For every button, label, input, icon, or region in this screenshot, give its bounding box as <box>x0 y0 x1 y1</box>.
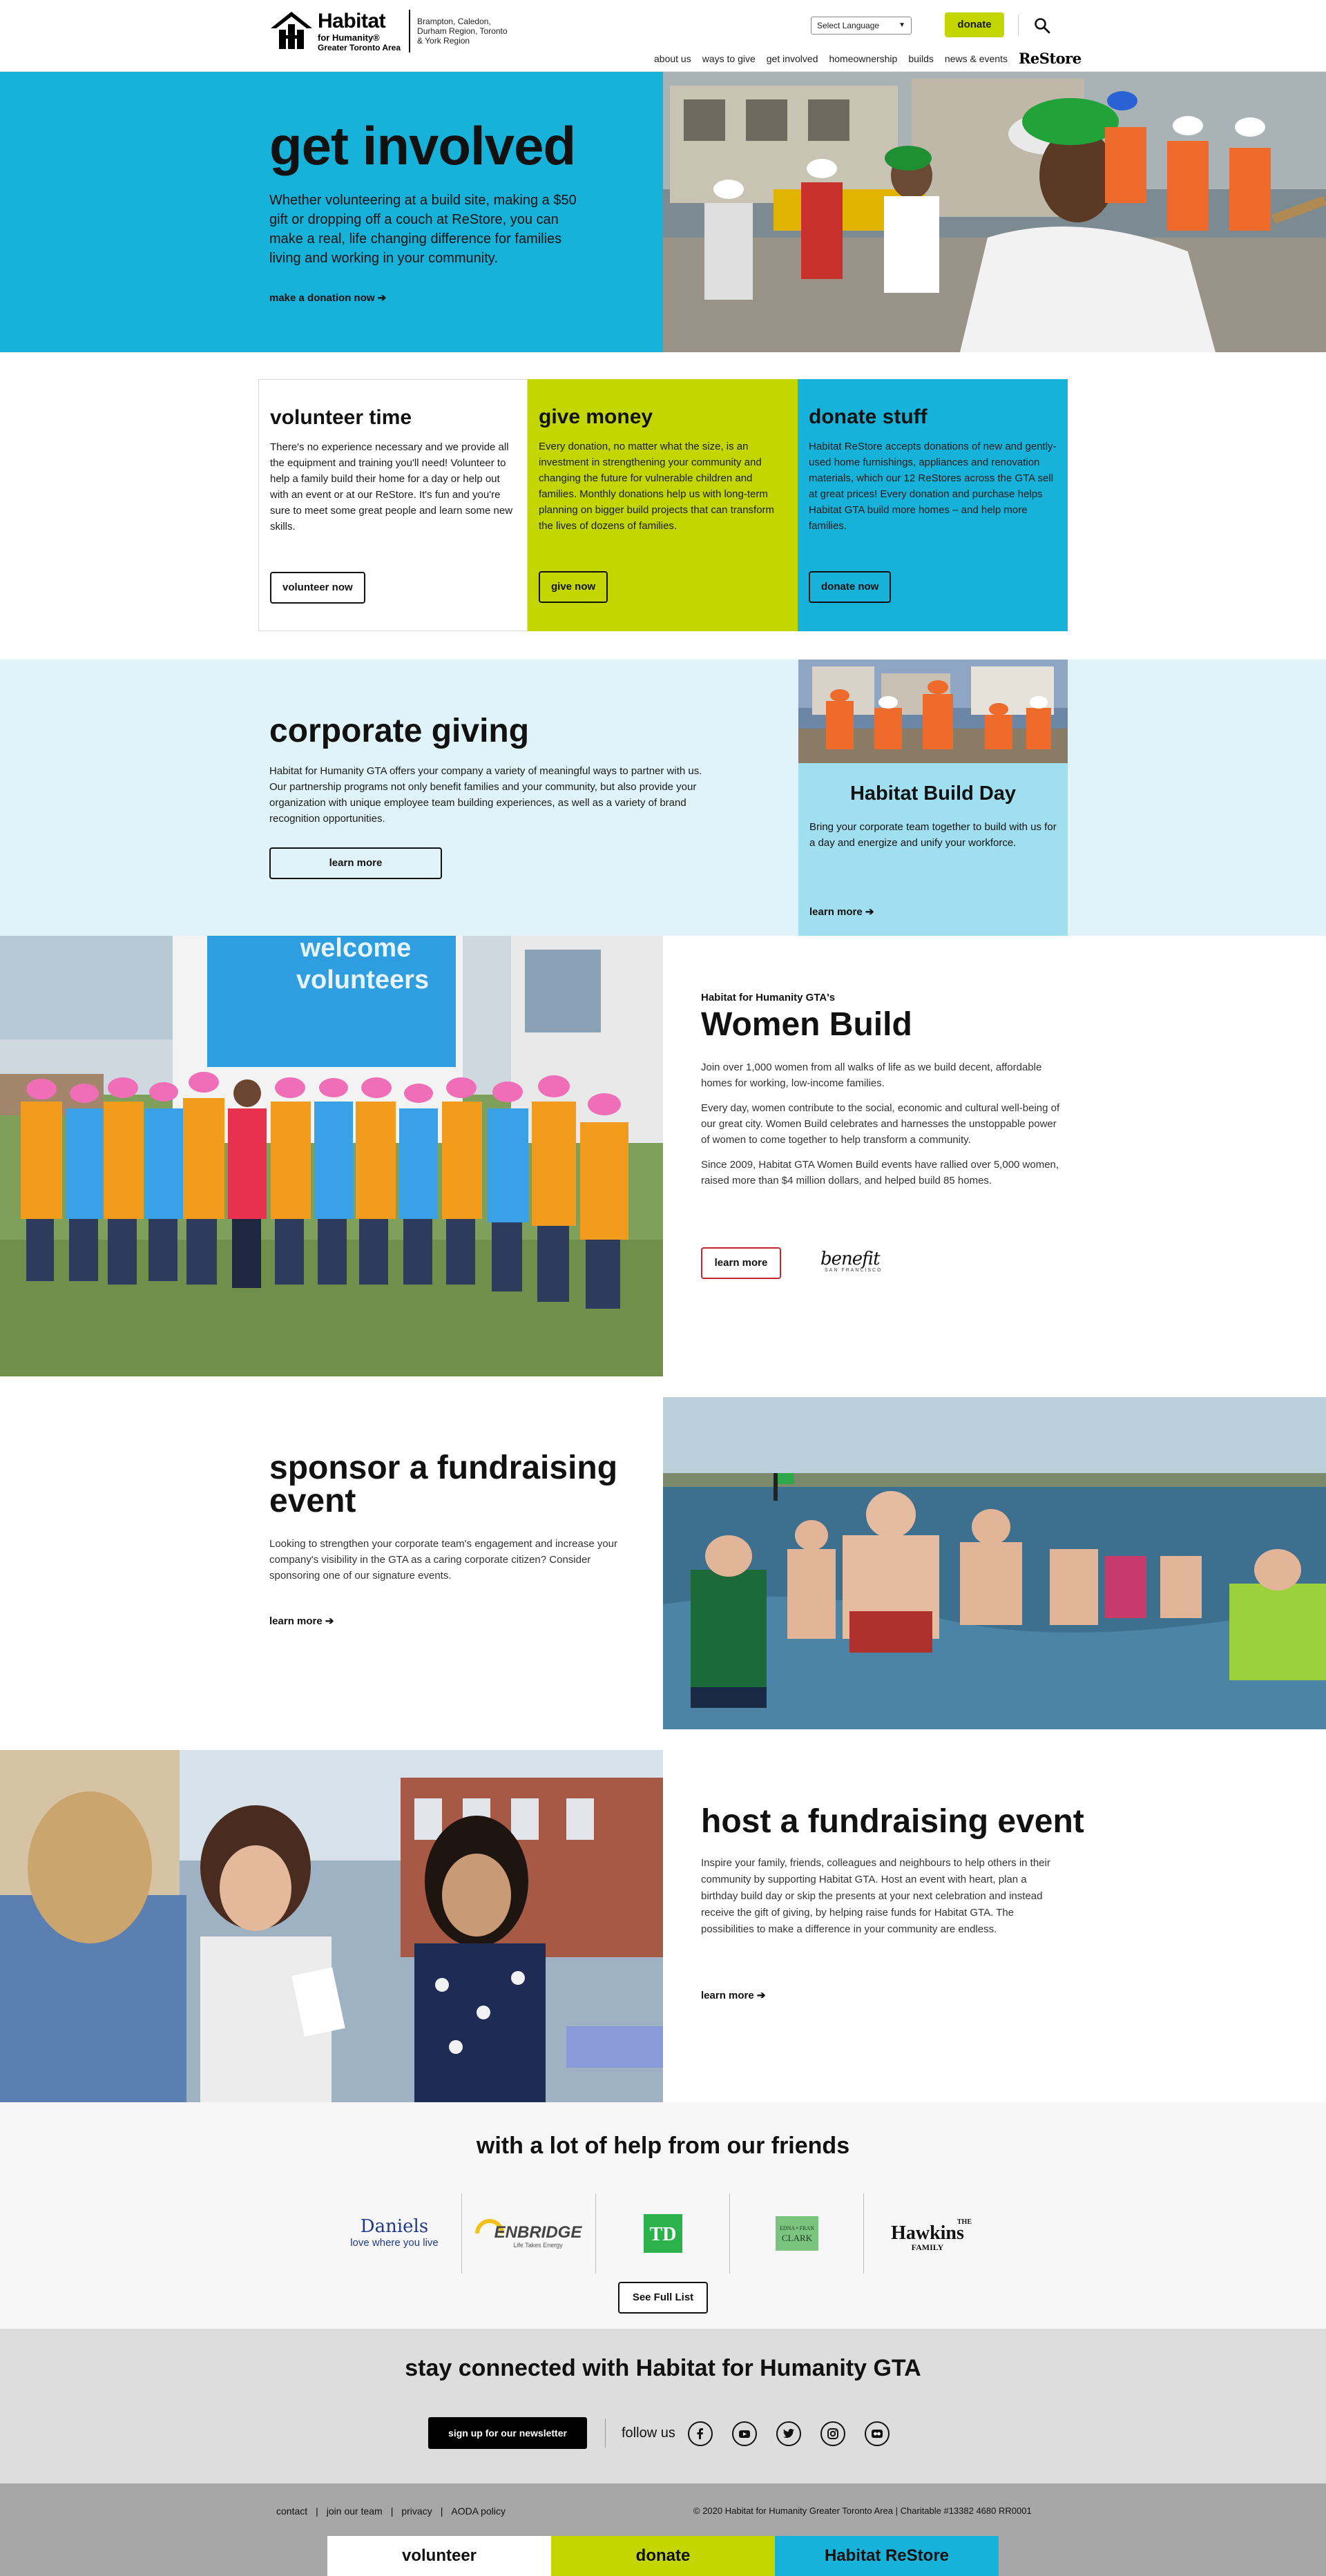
footer-separator: | <box>316 2506 318 2517</box>
language-select[interactable] <box>811 17 912 35</box>
footer-links <box>276 2506 506 2517</box>
corporate-giving-title: corporate giving <box>269 713 530 749</box>
bottom-donate-button[interactable]: donate <box>551 2536 775 2576</box>
women-build-kicker: Habitat for Humanity GTA's <box>701 992 836 1003</box>
habitat-build-day-card <box>798 660 1068 936</box>
logo-area: Greater Toronto Area <box>318 42 401 52</box>
benefit-logo-sub: SAN FRANCISCO <box>825 1268 883 1273</box>
clark-name: CLARK <box>781 2233 812 2243</box>
women-build-paragraph-2: Every day, women contribute to the social, economic and cultural well-being of our great city. Women Build celebrates and harnesses the unstoppable power of women to come together to help transform a community. <box>701 1102 1060 1146</box>
women-build-learn-more-button[interactable]: learn more <box>701 1247 781 1279</box>
footer-separator: | <box>390 2506 394 2517</box>
card-title: volunteer time <box>270 406 412 429</box>
facebook-icon[interactable] <box>688 2421 713 2446</box>
newsletter-signup-button[interactable]: sign up for our newsletter <box>428 2417 587 2449</box>
td-name: TD <box>649 2224 676 2245</box>
hawkins-family: FAMILY <box>911 2242 943 2252</box>
header-donate-button[interactable]: donate <box>945 12 1004 37</box>
give-now-button[interactable]: give now <box>539 571 608 603</box>
twitter-icon[interactable] <box>776 2421 801 2446</box>
logo-subtitle: for Humanity® <box>318 32 380 43</box>
chevron-down-icon: ▼ <box>899 21 905 29</box>
region-line-3: & York Region <box>417 36 470 46</box>
hero-text: Whether volunteering at a build site, making a $50 gift or dropping off a couch at ReStore, you can make a real, life changing difference for families living and working in your community. <box>269 193 577 266</box>
footer-copyright: © 2020 Habitat for Humanity Greater Toronto Area | Charitable #13382 4680 RR0001 <box>693 2506 1032 2516</box>
women-build-photo <box>0 936 663 1376</box>
hawkins-the: THE <box>957 2218 972 2226</box>
clark-top: EDNA • FRAN <box>779 2225 814 2231</box>
sponsors-title: with a lot of help from our friends <box>476 2133 850 2159</box>
card-text: There's no experience necessary and we provide all the equipment and training you'll need! Volunteer to help a family build their home for a day or help out with an event or at our ReStore. It's fun and you're sure to meet some great people and learn some new skills. <box>270 441 513 532</box>
build-day-text: Bring your corporate team together to build with us for a day and energize and unify your workforce. <box>809 821 1057 849</box>
site-header <box>0 0 1326 72</box>
build-day-title: Habitat Build Day <box>849 782 1017 805</box>
nav-builds[interactable]: builds <box>908 52 934 64</box>
hero-volunteers-photo <box>663 72 1326 352</box>
host-event-title: host a fundraising event <box>701 1803 1084 1840</box>
enbridge-logo[interactable] <box>461 2193 595 2274</box>
make-donation-link[interactable]: make a donation now ➔ <box>269 292 387 304</box>
give-money-card <box>528 379 798 631</box>
card-text: Habitat ReStore accepts donations of new and gently-used home furnishings, appliances and renovation materials, which our 12 ReStores across the GTA sell at great prices! Every donation and purchase helps Habitat GTA build more homes – and help more families. <box>809 441 1057 532</box>
sponsors-section <box>0 2102 1326 2329</box>
bottom-volunteer-button[interactable]: volunteer <box>327 2536 551 2576</box>
benefit-logo: benefit <box>820 1249 880 1269</box>
build-day-photo <box>798 660 1068 763</box>
logo-divider <box>409 10 410 52</box>
corporate-giving-section <box>0 660 1326 936</box>
women-build-title: Women Build <box>701 1006 912 1043</box>
bottom-restore-button[interactable]: Habitat ReStore <box>775 2536 999 2576</box>
sponsor-learn-more-link[interactable]: learn more ➔ <box>269 1615 334 1627</box>
bottom-cta-bar <box>327 2536 999 2576</box>
td-logo[interactable] <box>595 2193 729 2274</box>
instagram-icon[interactable] <box>820 2421 845 2446</box>
enbridge-tagline: Life Takes Energy <box>512 2242 563 2249</box>
footer-separator: | <box>440 2506 443 2517</box>
ways-to-help-cards <box>258 379 1068 631</box>
follow-us-label: follow us <box>622 2425 675 2441</box>
card-text: Every donation, no matter what the size, is an investment in strengthening your community and changing the future for vulnerable children and families. Monthly donations help us with long-term planning on bigger build projects that can transform the lives of dozens of families. <box>539 441 775 532</box>
footer-privacy-link[interactable]: privacy <box>401 2506 432 2517</box>
main-nav <box>654 50 1082 67</box>
donate-now-button[interactable]: donate now <box>809 571 891 603</box>
corporate-learn-more-button[interactable]: learn more <box>269 847 442 879</box>
language-select-value: Select Language <box>817 21 880 30</box>
host-event-photo <box>0 1750 663 2102</box>
footer-contact-link[interactable]: contact <box>276 2506 308 2517</box>
region-line-2: Durham Region, Toronto <box>417 26 508 36</box>
nav-ways-to-give[interactable]: ways to give <box>702 52 756 64</box>
polar-plunge-photo <box>663 1397 1326 1729</box>
hawkins-family-logo[interactable] <box>863 2193 997 2274</box>
search-icon[interactable] <box>1033 17 1051 35</box>
nav-news-events[interactable]: news & events <box>944 52 1008 64</box>
donate-stuff-card <box>798 379 1068 631</box>
corporate-giving-text: Habitat for Humanity GTA offers your company a variety of meaningful ways to partner with us. Our partnership programs not only benefit families and your community, but also provide your organization with unique employee team building experiences, as well as a variety of brand recognition opportunities. <box>269 765 702 825</box>
hero-section <box>0 72 1326 352</box>
hero-title: get involved <box>269 115 576 176</box>
nav-homeownership[interactable]: homeownership <box>829 52 898 64</box>
footer-join-team-link[interactable]: join our team <box>326 2506 383 2517</box>
nav-get-involved[interactable]: get involved <box>766 52 818 64</box>
hero-panel <box>0 72 663 352</box>
habitat-logo[interactable] <box>269 10 508 52</box>
daniels-tagline: love where you live <box>350 2237 439 2249</box>
hawkins-name: Hawkins <box>890 2222 964 2244</box>
daniels-name: Daniels <box>360 2216 429 2237</box>
nav-restore[interactable]: ReStore <box>1018 50 1082 67</box>
header-divider <box>1018 15 1019 36</box>
volunteer-now-button[interactable]: volunteer now <box>270 572 365 604</box>
card-title: donate stuff <box>809 405 928 428</box>
host-event-text: Inspire your family, friends, colleagues and neighbours to help others in their community by supporting Habitat GTA. Host an event with heart, plan a birthday build day or skip the presents at your next celebration and instead receive the gift of giving, by helping raise funds for Habitat GTA. The possibilities to make a difference in your community are endless. <box>701 1857 1050 1935</box>
daniels-logo[interactable] <box>327 2193 461 2274</box>
volunteer-time-card <box>258 379 528 631</box>
footer-aoda-link[interactable]: AODA policy <box>451 2506 506 2517</box>
logo-wordmark: Habitat <box>318 9 386 32</box>
women-build-paragraph-3: Since 2009, Habitat GTA Women Build events have rallied over 5,000 women, raised more than $4 million dollars, and helped build 85 homes. <box>701 1159 1059 1186</box>
logo-region <box>417 17 508 46</box>
site-footer <box>0 2483 1326 2576</box>
see-full-list-button[interactable]: See Full List <box>618 2282 708 2314</box>
host-learn-more-link[interactable]: learn more ➔ <box>701 1990 766 2001</box>
nav-about-us[interactable]: about us <box>654 52 691 64</box>
habitat-house-icon <box>269 10 314 52</box>
build-day-learn-more-link[interactable]: learn more ➔ <box>809 906 874 918</box>
card-title: give money <box>539 405 653 428</box>
flickr-icon[interactable] <box>865 2421 890 2446</box>
region-line-1: Brampton, Caledon, <box>417 17 491 26</box>
women-build-body <box>701 1059 1060 1198</box>
women-build-paragraph-1: Join over 1,000 women from all walks of life as we build decent, affordable homes for working, low-income families. <box>701 1061 1042 1089</box>
enbridge-name: ENBRIDGE <box>494 2223 582 2242</box>
edna-fran-clark-logo[interactable] <box>729 2193 863 2274</box>
stay-connected-section <box>0 2329 1326 2483</box>
welcome-banner-line-2: volunteers <box>296 965 430 994</box>
youtube-icon[interactable] <box>732 2421 757 2446</box>
sponsor-event-title: sponsor a fundraising event <box>269 1450 618 1519</box>
sponsor-logos <box>327 2193 999 2274</box>
stay-divider <box>605 2419 606 2448</box>
welcome-banner-line-1: welcome <box>300 936 412 963</box>
stay-connected-title: stay connected with Habitat for Humanity GTA <box>405 2355 921 2381</box>
sponsor-event-text: Looking to strengthen your corporate team's engagement and increase your company's visibility in the GTA as a caring corporate citizen? Consider sponsoring one of our signature events. <box>269 1538 618 1582</box>
